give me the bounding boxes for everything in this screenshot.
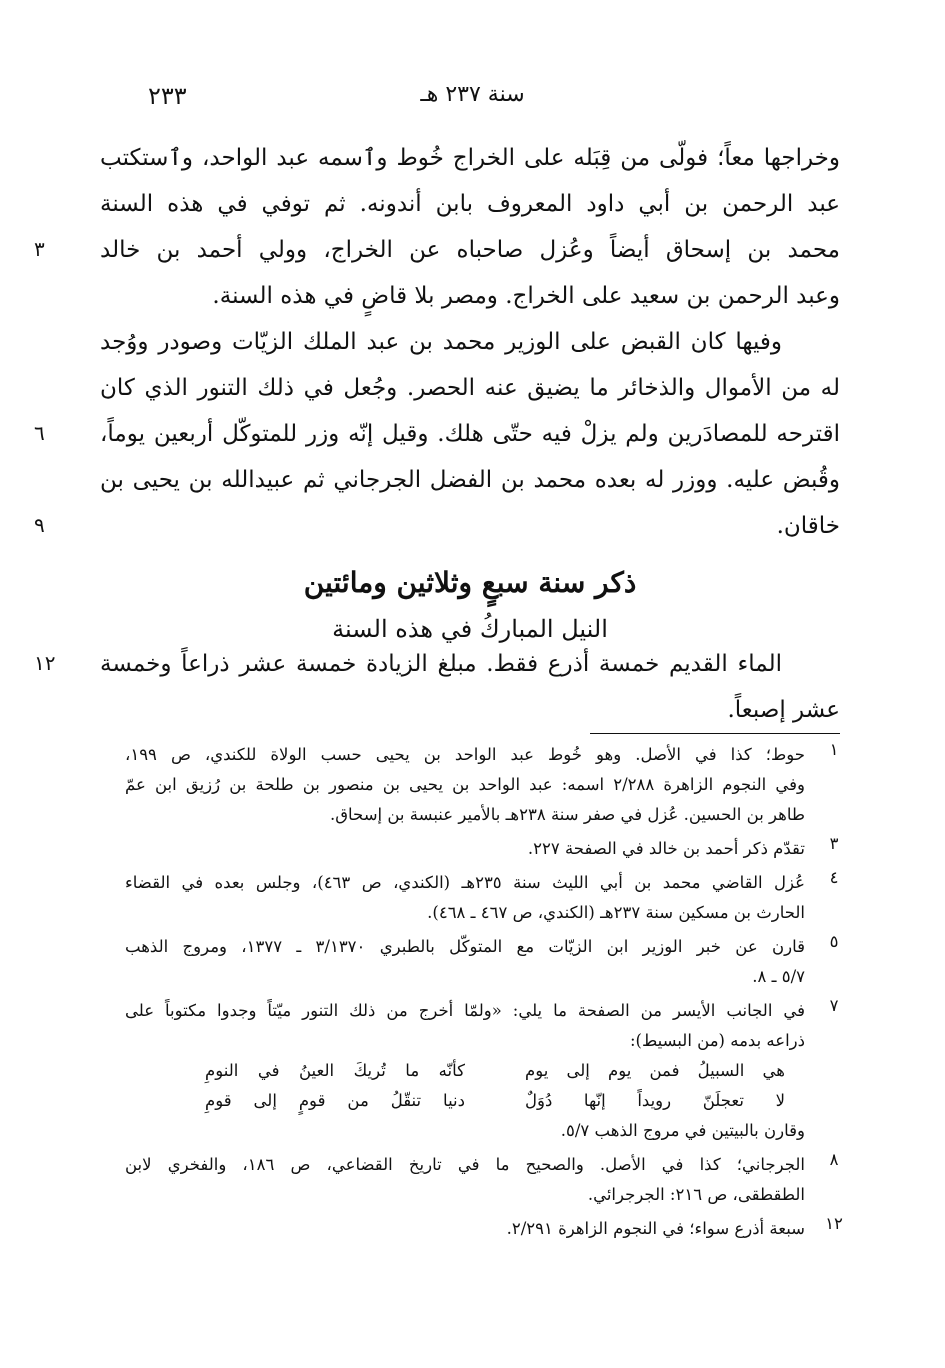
section-heading: ذكر سنة سبعٍ وثلاثين ومائتين [303, 566, 637, 599]
text-line: وخراجها معاً؛ فولّى من قِبَله على الخراج خُوط وٱسمه عبد الواحد، وٱستكتب [100, 145, 840, 171]
footnote-line: ذراعه بدمه (من البسيط): [629, 1031, 805, 1050]
footnote-line: ٥/٧ ـ ٨. [752, 967, 805, 986]
text-line: وفيها كان القبض على الوزير محمد بن عبد الملك الزيّات وصودر ووُجد [100, 329, 782, 355]
line-number: ٣ [34, 237, 45, 261]
footnote-number: ٨ [829, 1150, 839, 1169]
footnote-line: تقدّم ذكر أحمد بن خالد في الصفحة ٢٢٧. [527, 839, 805, 858]
line-number: ٦ [34, 421, 45, 445]
text-line [34, 651, 840, 697]
text-line: له من الأموال والذخائر ما يضيق عنه الحصر. وجُعل في ذلك التنور الذي كان [100, 375, 840, 401]
footnote [125, 834, 845, 864]
text-line [34, 513, 840, 559]
footnote-number: ٧ [829, 996, 839, 1015]
running-title: سنة ٢٣٧ هـ [420, 82, 525, 107]
footnote-line: حوط؛ كذا في الأصل. وهو خُوط عبد الواحد بن يحيى حسب الولاة للكندي، ص ١٩٩، [125, 745, 805, 764]
footnote-number: ١ [829, 740, 839, 759]
text-line: وعبد الرحمن بن سعيد على الخراج. ومصر بلا قاضٍ في هذه السنة. [212, 283, 840, 309]
footnote-line: وقارن بالبيتين في مروج الذهب ٥/٧. [560, 1121, 805, 1140]
footnotes [125, 740, 845, 1248]
text-line-content: خاقان. [776, 513, 840, 539]
footnote [125, 1214, 845, 1244]
footnote-number: ٣ [829, 834, 839, 853]
footnote [125, 996, 845, 1146]
text-line: وقُبض عليه. ووزر له بعده محمد بن الفضل الجرجاني ثم عبيدالله بن يحيى بن [100, 467, 840, 493]
footnote-line: الجرجاني؛ كذا في الأصل. والصحيح ما في تاريخ القضاعي، ص ١٨٦، والفخري لابن [125, 1155, 805, 1174]
verse-hemistich: دنيا تنقّلُ من قومٍ إلى قومِ [205, 1091, 465, 1110]
text-line-content: الماء القديم خمسة أذرع فقط. مبلغ الزيادة خمسة عشر ذراعاً وخمسة [100, 651, 782, 677]
footnote-line: عُزل القاضي محمد بن أبي الليث سنة ٢٣٥هـ (الكندي، ص ٤٦٣)، وجلس بعده في القضاء [125, 873, 805, 892]
text-line: عبد الرحمن بن أبي داود المعروف بابن أندونه. ثم توفي في هذه السنة [100, 191, 840, 217]
page-number: ٢٣٣ [148, 82, 187, 110]
poem-verse [125, 1086, 845, 1116]
verse-hemistich: لا تعجلَنّ رويداً إنّها دُوَلٌ [525, 1091, 785, 1110]
poem-verse [125, 1056, 845, 1086]
text-line-content: اقترحه للمصادَرين ولم يزلْ فيه حتّى هلك. وقيل إنّه وزر للمتوكّل أربعين يوماً، [100, 421, 840, 447]
line-number: ٩ [34, 513, 45, 537]
footnote-number: ٥ [829, 932, 839, 951]
footnote [125, 740, 845, 830]
text-line: عشر إصبعاً. [727, 697, 840, 723]
verse-hemistich: كأنّه ما تُريكَ العينُ في النومِ [205, 1061, 465, 1080]
footnote [125, 1150, 845, 1210]
footnote-line: وفي النجوم الزاهرة ٢/٢٨٨ اسمه: عبد الواحد بن يحيى بن منصور بن طلحة بن رُزيق ابن عمّ [125, 775, 806, 794]
footnote-line: في الجانب الأيسر من الصفحة ما يلي: «ولمّا أخرج من ذلك التنور ميّتاً وجدوا مكتوباً على [125, 1001, 805, 1020]
text-line [34, 237, 840, 283]
footnote [125, 932, 845, 992]
main-text [34, 145, 840, 743]
line-number: ١٢ [34, 651, 56, 675]
text-line [34, 421, 840, 467]
footnote-line: قارن عن خبر الوزير ابن الزيّات مع المتوكّل بالطبري ٣/١٣٧٠ ـ ١٣٧٧، ومروج الذهب [125, 937, 805, 956]
footnote-line: الطقطقى، ص ٢١٦: الجرجرائي. [587, 1185, 805, 1204]
verse-hemistich: هي السبيلُ فمن يوم إلى يوم [525, 1061, 785, 1080]
footnote-line: الحارث بن مسكين سنة ٢٣٧هـ (الكندي، ص ٤٦٧ ـ ٤٦٨). [427, 903, 805, 922]
text-line-content: محمد بن إسحاق أيضاً وعُزل صاحباه عن الخراج، وولي أحمد بن خالد [100, 237, 840, 263]
footnote [125, 868, 845, 928]
footnote-number: ١٢ [825, 1214, 843, 1233]
footnote-divider [590, 733, 840, 734]
footnote-line: سبعة أذرع سواء؛ في النجوم الزاهرة ٢/٢٩١. [506, 1219, 805, 1238]
footnote-line: طاهر بن الحسين. عُزل في صفر سنة ٢٣٨هـ بالأمير عنبسة بن إسحاق. [329, 805, 805, 824]
footnote-number: ٤ [829, 868, 839, 887]
page-header [0, 82, 945, 122]
section-subheading: النيل المباركُ في هذه السنة [332, 615, 608, 643]
